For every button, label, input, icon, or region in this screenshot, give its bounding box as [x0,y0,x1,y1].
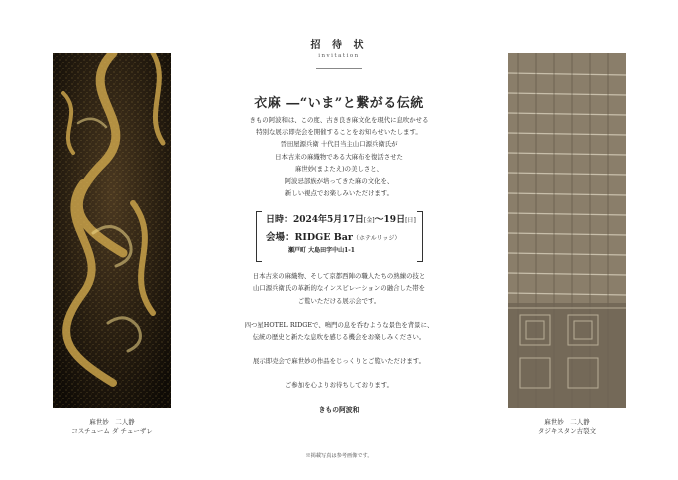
intro-line: 晉田屋源兵衛 十代目当主山口源兵衛氏が [280,140,398,149]
footnote: ※掲載写真は参考画像です。 [305,453,373,459]
event-address: 瀬戸町 大島田字中山1-1 [288,247,355,254]
intro-line: 麻世妙(まよたえ)の美しさと、 [294,164,384,173]
header-title: 招 待 状 [310,40,368,51]
signature: きもの阿波和 [318,406,360,414]
paragraph-hotel [185,319,493,344]
intro-line: きもの阿波和は、この度、古き良き麻文化を現代に息吹かせる [249,116,429,124]
header-divider [316,68,362,69]
right-fabric-image [508,53,626,408]
paragraph-sale: 展示即売会で麻世妙の作品をじっくりとご覧いただけます。 [252,357,426,365]
right-caption-title: 麻世妙 二人静 [544,418,590,426]
event-date-label: 日時：2024年5月17日 [266,215,364,225]
paragraph-closing: ご参加を心よりお待ちしております。 [284,381,394,389]
info-bracket-left [256,211,262,262]
event-venue [266,229,400,243]
intro-paragraph [185,114,493,199]
event-date [266,212,416,225]
paragraph-exhibition [185,270,493,307]
event-date-day2: [日] [405,217,416,224]
paragraph-line: 日本古来の麻織物、そして京都西陣の職人たちの熟練の技と [252,272,426,280]
right-image-caption [508,418,626,436]
paragraph-line: 伝統の歴史と新たな息吹を感じる機会をお楽しみください。 [252,333,426,342]
left-image-caption [53,418,171,436]
paragraph-line: 四つ星HOTEL RIDGEで、鳴門の息を呑むような景色を背景に、 [244,321,434,329]
left-caption-subtitle: コスチューム ダ チューザレ [71,427,153,435]
main-title: 衣麻 ―“いま”と繋がる伝統 [254,96,424,111]
intro-line: 日本古来の麻織物である大麻布を復活させた [275,152,403,161]
left-fabric-artwork [53,53,171,408]
paragraph-line: 山口源兵衛氏の革新的なインスピレーションの融合した帯を [252,284,426,293]
intro-line: 阿波忌部族が培ってきた麻の文化を、 [284,177,394,186]
event-date-day1: [金] [363,217,375,224]
intro-line: 新しい視点でお楽しみいただけます。 [284,189,394,198]
event-date-mid: ～19日 [374,215,406,225]
right-fabric-artwork [508,53,626,408]
paragraph-line: ご覧いただける展示会です。 [297,296,381,305]
event-venue-note: （ホテルリッジ） [352,235,401,242]
left-caption-title: 麻世妙 二人静 [89,418,135,426]
event-venue-label: 会場：RIDGE Bar [266,232,353,243]
left-fabric-image [53,53,171,408]
right-caption-subtitle: タジキスタン古裂文 [537,427,597,435]
info-bracket-right [417,211,423,262]
header-subtitle: invitation [318,53,360,59]
intro-line: 特別な展示即売会を開催することをお知らせいたします。 [256,128,422,137]
